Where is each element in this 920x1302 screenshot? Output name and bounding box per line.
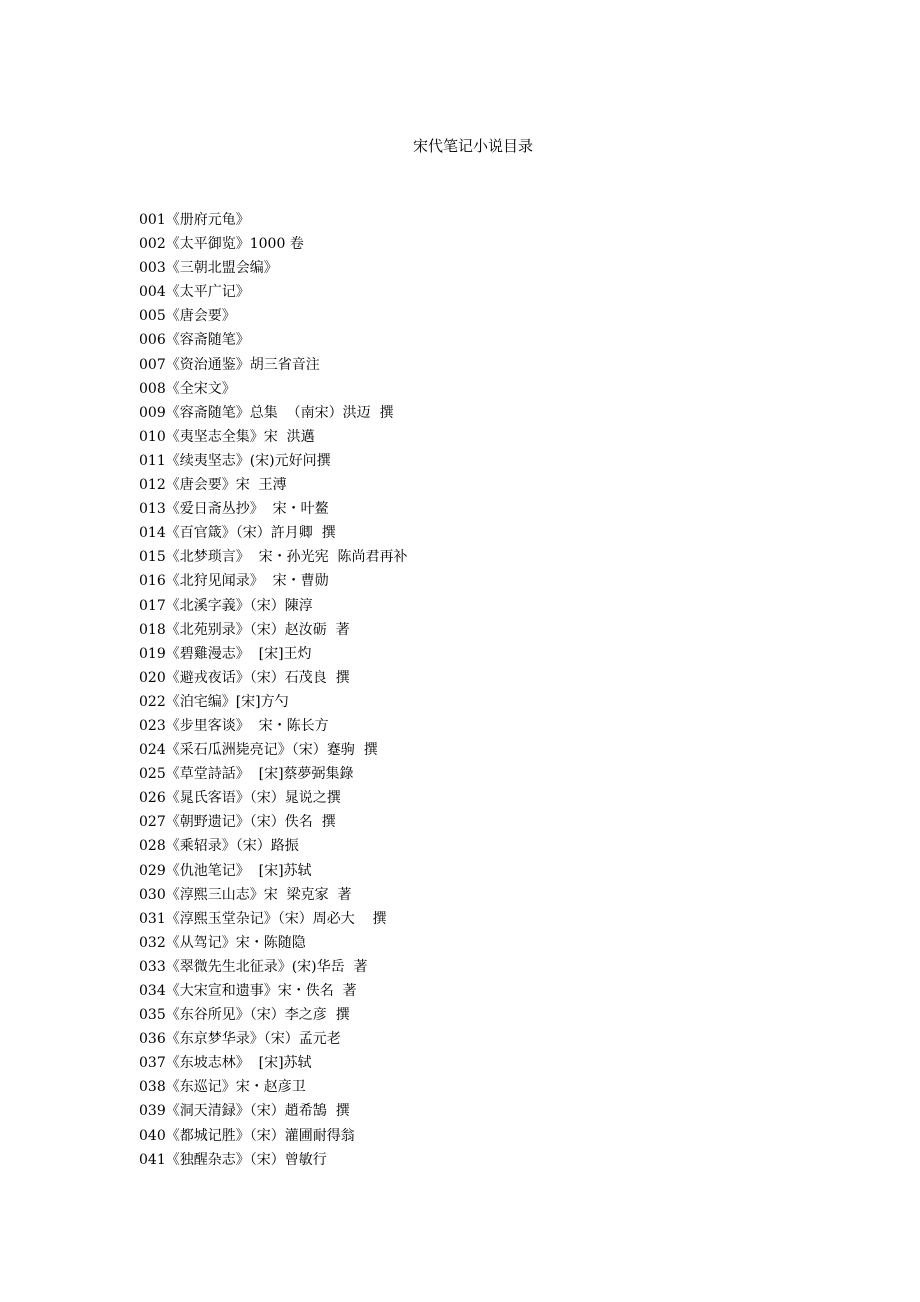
list-item: 018《北苑别录》（宋）赵汝砺 著 — [139, 621, 350, 638]
list-item: 008《全宋文》 — [139, 380, 236, 397]
list-item: 016《北狩见闻录》 宋・曹勋 — [139, 573, 329, 590]
list-item: 035《东谷所见》（宋）李之彦 撰 — [139, 1007, 350, 1024]
list-item: 001《册府元龟》 — [139, 212, 250, 228]
document-title: 宋代笔记小说目录 — [412, 137, 533, 155]
list-item: 033《翠微先生北征录》(宋)华岳 著 — [139, 958, 368, 975]
list-item: 013《爱日斋丛抄》 宋・叶鳌 — [139, 501, 329, 518]
list-item: 025《草堂詩話》 [宋]蔡夢弼集錄 — [139, 766, 354, 783]
list-item: 019《碧雞漫志》 [宋]王灼 — [139, 645, 312, 662]
list-item: 034《大宋宣和遗事》宋・佚名 著 — [139, 983, 357, 999]
list-item: 027《朝野遗记》（宋）佚名 撰 — [139, 814, 336, 831]
list-item: 006《容斋随笔》 — [139, 332, 250, 349]
list-item: 014《百官箴》（宋）許月卿 撰 — [139, 525, 336, 542]
list-item: 022《泊宅编》[宋]方勺 — [139, 693, 289, 710]
list-item: 007《资治通鉴》胡三省音注 — [139, 356, 320, 373]
list-item: 032《从驾记》宋・陈随隐 — [139, 934, 306, 951]
list-item: 010《夷坚志全集》宋 洪邁 — [139, 428, 315, 445]
list-item: 039《洞天清録》（宋）趙希鵠 撰 — [139, 1103, 350, 1120]
list-item: 026《晁氏客语》（宋）晁说之撰 — [139, 790, 341, 807]
list-item: 004《太平广记》 — [139, 284, 250, 301]
list-item: 040《都城记胜》（宋）灌圃耐得翁 — [139, 1127, 355, 1144]
list-item: 009《容斋随笔》总集 （南宋）洪迈 撰 — [139, 404, 394, 421]
list-item: 015《北梦琐言》 宋・孙光宪 陈尚君再补 — [139, 549, 408, 566]
list-item: 002《太平御览》1000 卷 — [139, 236, 304, 253]
list-item: 029《仇池笔记》 [宋]苏轼 — [139, 862, 312, 879]
list-item: 024《采石瓜洲毙亮记》（宋）蹇驹 撰 — [139, 742, 378, 759]
list-item: 038《东巡记》宋・赵彦卫 — [139, 1079, 306, 1096]
list-item: 036《东京梦华录》（宋）孟元老 — [139, 1031, 341, 1048]
list-item: 030《淳熙三山志》宋 梁克家 著 — [139, 886, 352, 903]
list-item: 041《独醒杂志》（宋）曾敏行 — [139, 1151, 327, 1168]
list-item: 031《淳熙玉堂杂记》（宋）周必大 撰 — [139, 910, 387, 927]
list-item: 023《步里客谈》 宋・陈长方 — [139, 717, 329, 734]
list-item: 003《三朝北盟会编》 — [139, 260, 278, 277]
list-item: 020《避戎夜话》（宋）石茂良 撰 — [139, 669, 350, 686]
list-item: 011《续夷坚志》(宋)元好问撰 — [139, 452, 331, 469]
list-item: 017《北溪字義》（宋）陳淳 — [139, 597, 313, 614]
list-item: 012《唐会要》宋 王溥 — [139, 477, 287, 494]
list-item: 005《唐会要》 — [139, 308, 236, 325]
list-item: 037《东坡志林》 [宋]苏轼 — [139, 1055, 312, 1072]
entry-list — [139, 208, 408, 1172]
list-item: 028《乘轺录》（宋）路振 — [139, 838, 299, 855]
